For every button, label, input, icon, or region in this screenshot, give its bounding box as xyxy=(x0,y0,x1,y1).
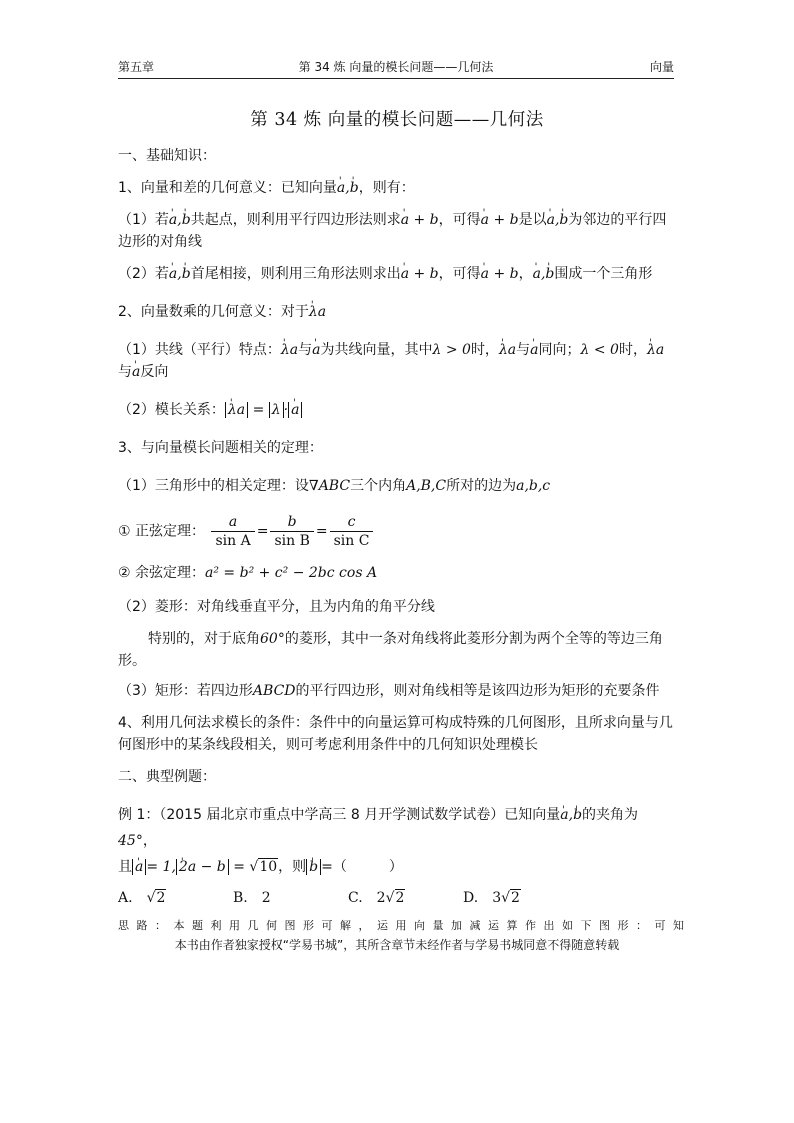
knowledge-1: 1、向量和差的几何意义：已知向量' a,' b，则有： xyxy=(118,177,676,199)
knowledge-2 xyxy=(118,301,676,323)
scaled-vector: ' λa xyxy=(647,342,664,358)
vector-b: ' b xyxy=(545,266,554,282)
header-topic: 向量 xyxy=(649,60,674,74)
option-a[interactable]: A. √2 xyxy=(118,890,166,906)
knowledge-3-1 xyxy=(118,475,676,497)
knowledge-1-2: （2）若' a,' b首尾相接，则利用三角形法则求出' a + b，可得' a + b，' a,' b围成一个三角形 xyxy=(118,263,676,285)
example-1: 例 1：（2015 届北京市重点中学高三 8 月开学测试数学试卷）已知向量' a,' b的夹角为45°， 且' a = 1,' 2a − b = √10，则' b =（ ） xyxy=(118,802,676,880)
solution-thinking: 思路：本题利用几何图形可解，运用向量加减运算作出如下图形：可知 xyxy=(118,919,692,932)
radicand-10: 10 xyxy=(259,859,278,875)
sides: a,b,c xyxy=(516,478,551,494)
vector-a: ' a xyxy=(560,807,568,823)
copyright-notice: 本书由作者独家授权“学易书城”，其所含章节未经作者与学易书城同意不得随意转载 xyxy=(174,938,620,952)
text: （1）共线（平行）特点： xyxy=(118,342,281,358)
text: 与 xyxy=(118,364,132,380)
vector-b: ' b xyxy=(559,212,568,228)
text: ，可得 xyxy=(438,212,481,228)
answer-options xyxy=(118,890,676,906)
vector-b: ' b xyxy=(350,180,359,196)
text: 的夹角为 xyxy=(582,807,639,823)
knowledge-3-3 xyxy=(118,680,676,702)
vector-a: ' a xyxy=(337,180,345,196)
cosine-law-label: ② 余弦定理： xyxy=(118,565,206,581)
option-d[interactable]: D. 3√2 xyxy=(463,890,520,906)
text: ，则有： xyxy=(358,180,415,196)
vector-sum: ' a + b xyxy=(401,212,439,228)
fraction-a: $\frac{a}{\text{sin A}}$ xyxy=(211,513,254,550)
text: 为邻边的平行四边形的对角线 xyxy=(118,212,667,250)
text: 1、向量和差的几何意义：已知向量 xyxy=(118,180,337,196)
vector-b: ' b xyxy=(573,807,582,823)
text: （2）若 xyxy=(118,266,169,282)
scaled-vector: ' λa xyxy=(228,402,245,418)
header-section: 第 34 炼 向量的模长问题——几何法 xyxy=(298,60,494,74)
section-examples-heading: 二、典型例题： xyxy=(118,769,216,785)
knowledge-4: 4、利用几何法求模长的条件：条件中的向量运算可构成特殊的几何图形，且所求向量与几何图形中的某条线段相关，则可考虑利用条件中的几何知识处理模长 xyxy=(118,715,673,753)
text: （3）矩形：若四边形 xyxy=(118,683,253,699)
vector-b: ' b xyxy=(309,859,318,875)
text: 特别的，对于底角 xyxy=(148,631,260,647)
vector-sum: ' a + b xyxy=(401,266,439,282)
knowledge-3-2-special xyxy=(118,628,676,672)
text: （1）若 xyxy=(118,212,169,228)
text: 的平行四边形，则对角线相等是该四边形为矩形的充要条件 xyxy=(295,683,660,699)
modulus-one: = 1, xyxy=(146,859,176,875)
vector-a: ' a xyxy=(169,212,177,228)
text: 围成一个三角形 xyxy=(554,266,653,282)
header-chapter: 第五章 xyxy=(118,60,155,74)
text: ， xyxy=(518,266,533,282)
text: 所对的边为 xyxy=(446,478,517,494)
text: （1）三角形中的相关定理：设 xyxy=(118,478,309,494)
knowledge-2-1 xyxy=(118,339,676,383)
text: （2）模长关系： xyxy=(118,402,225,418)
lambda-positive: λ > 0 xyxy=(432,342,471,358)
text: 首尾相接，则利用三角形法则求出 xyxy=(190,266,401,282)
header-divider xyxy=(118,78,674,79)
text: ，则 xyxy=(278,859,307,875)
text: 且 xyxy=(118,859,132,875)
quadrilateral-abcd: ABCD xyxy=(252,683,296,699)
text: 与 xyxy=(516,342,531,358)
lambda-negative: λ < 0 xyxy=(580,342,619,358)
page-header xyxy=(118,58,674,78)
section-basics-heading: 一、基础知识： xyxy=(118,148,216,164)
angles: A,B,C xyxy=(406,478,447,494)
text: 为共线向量，其中 xyxy=(320,342,433,358)
cosine-law xyxy=(118,562,676,584)
vector-a: ' a xyxy=(533,266,541,282)
text: 2、向量数乘的几何意义：对于 xyxy=(118,304,309,320)
text: 反向 xyxy=(140,364,169,380)
vector-b: ' b xyxy=(182,212,191,228)
angle-60: 60° xyxy=(260,631,285,647)
text: ， xyxy=(142,833,157,849)
fraction-b: $\frac{b}{\text{sin B}}$ xyxy=(270,513,313,550)
triangle-abc: ∇ABC xyxy=(308,478,351,494)
fraction-c: $\frac{c}{\text{sin C}}$ xyxy=(330,513,374,550)
knowledge-3-2: （2）菱形：对角线垂直平分，且为内角的角平分线 xyxy=(118,599,435,615)
scaled-vector: ' λa xyxy=(309,304,326,320)
option-c[interactable]: C. 2√2 xyxy=(348,890,405,906)
angle-45: 45° xyxy=(118,833,143,849)
scaled-vector: ' λa xyxy=(499,342,516,358)
sine-law-label: ① 正弦定理： xyxy=(118,523,206,540)
text: ，可得 xyxy=(438,266,481,282)
document-body xyxy=(118,102,692,953)
vector-a: ' a xyxy=(312,342,320,358)
sine-law: ① 正弦定理： $\frac{a}{\text{sin A}}$ = $\frac{b}{\text{sin B}}$ = $\frac{c}{\text{sin C}}$ xyxy=(118,513,676,550)
text: 时， xyxy=(470,342,499,358)
text: 共起点，则利用平行四边形法则求 xyxy=(190,212,401,228)
vector-a: ' a xyxy=(291,402,299,418)
text: 例 1：（2015 届北京市重点中学高三 8 月开学测试数学试卷）已知向量 xyxy=(118,807,561,823)
scaled-vector: ' λa xyxy=(281,342,298,358)
page-title: 第 34 炼 向量的模长问题——几何法 xyxy=(250,110,544,130)
text: 三个内角 xyxy=(350,478,407,494)
vector-a: ' a xyxy=(135,859,143,875)
option-b[interactable]: B. 2 xyxy=(233,890,271,906)
lambda: λ xyxy=(271,402,281,418)
knowledge-1-1: （1）若' a,' b共起点，则利用平行四边形法则求' a + b，可得' a + b是以' a,' b为邻边的平行四边形的对角线 xyxy=(118,209,676,253)
vector-a: ' a xyxy=(530,342,538,358)
text: =（ ） xyxy=(321,859,403,875)
text: 是以 xyxy=(518,212,547,228)
cosine-formula: a² = b² + c² − 2bc cos A xyxy=(205,565,378,581)
text: 时， xyxy=(618,342,647,358)
vector-a: ' a xyxy=(169,266,177,282)
vector-sum: ' a + b xyxy=(481,266,519,282)
text: 与 xyxy=(298,342,313,358)
knowledge-2-2: （2）模长关系：' λa = λ ·' a xyxy=(118,399,676,421)
vector-sum: ' a + b xyxy=(481,212,519,228)
vector-a: ' a xyxy=(547,212,555,228)
vector-b: ' b xyxy=(182,266,191,282)
text: 同向； xyxy=(538,342,581,358)
text: 的菱形，其中一条对角线将此菱形分割为两个全等的等边三角形。 xyxy=(118,631,663,669)
vector-a: ' a xyxy=(132,364,140,380)
knowledge-3: 3、与向量模长问题相关的定理： xyxy=(118,440,323,456)
vector-expression: ' 2a − b xyxy=(179,859,226,875)
